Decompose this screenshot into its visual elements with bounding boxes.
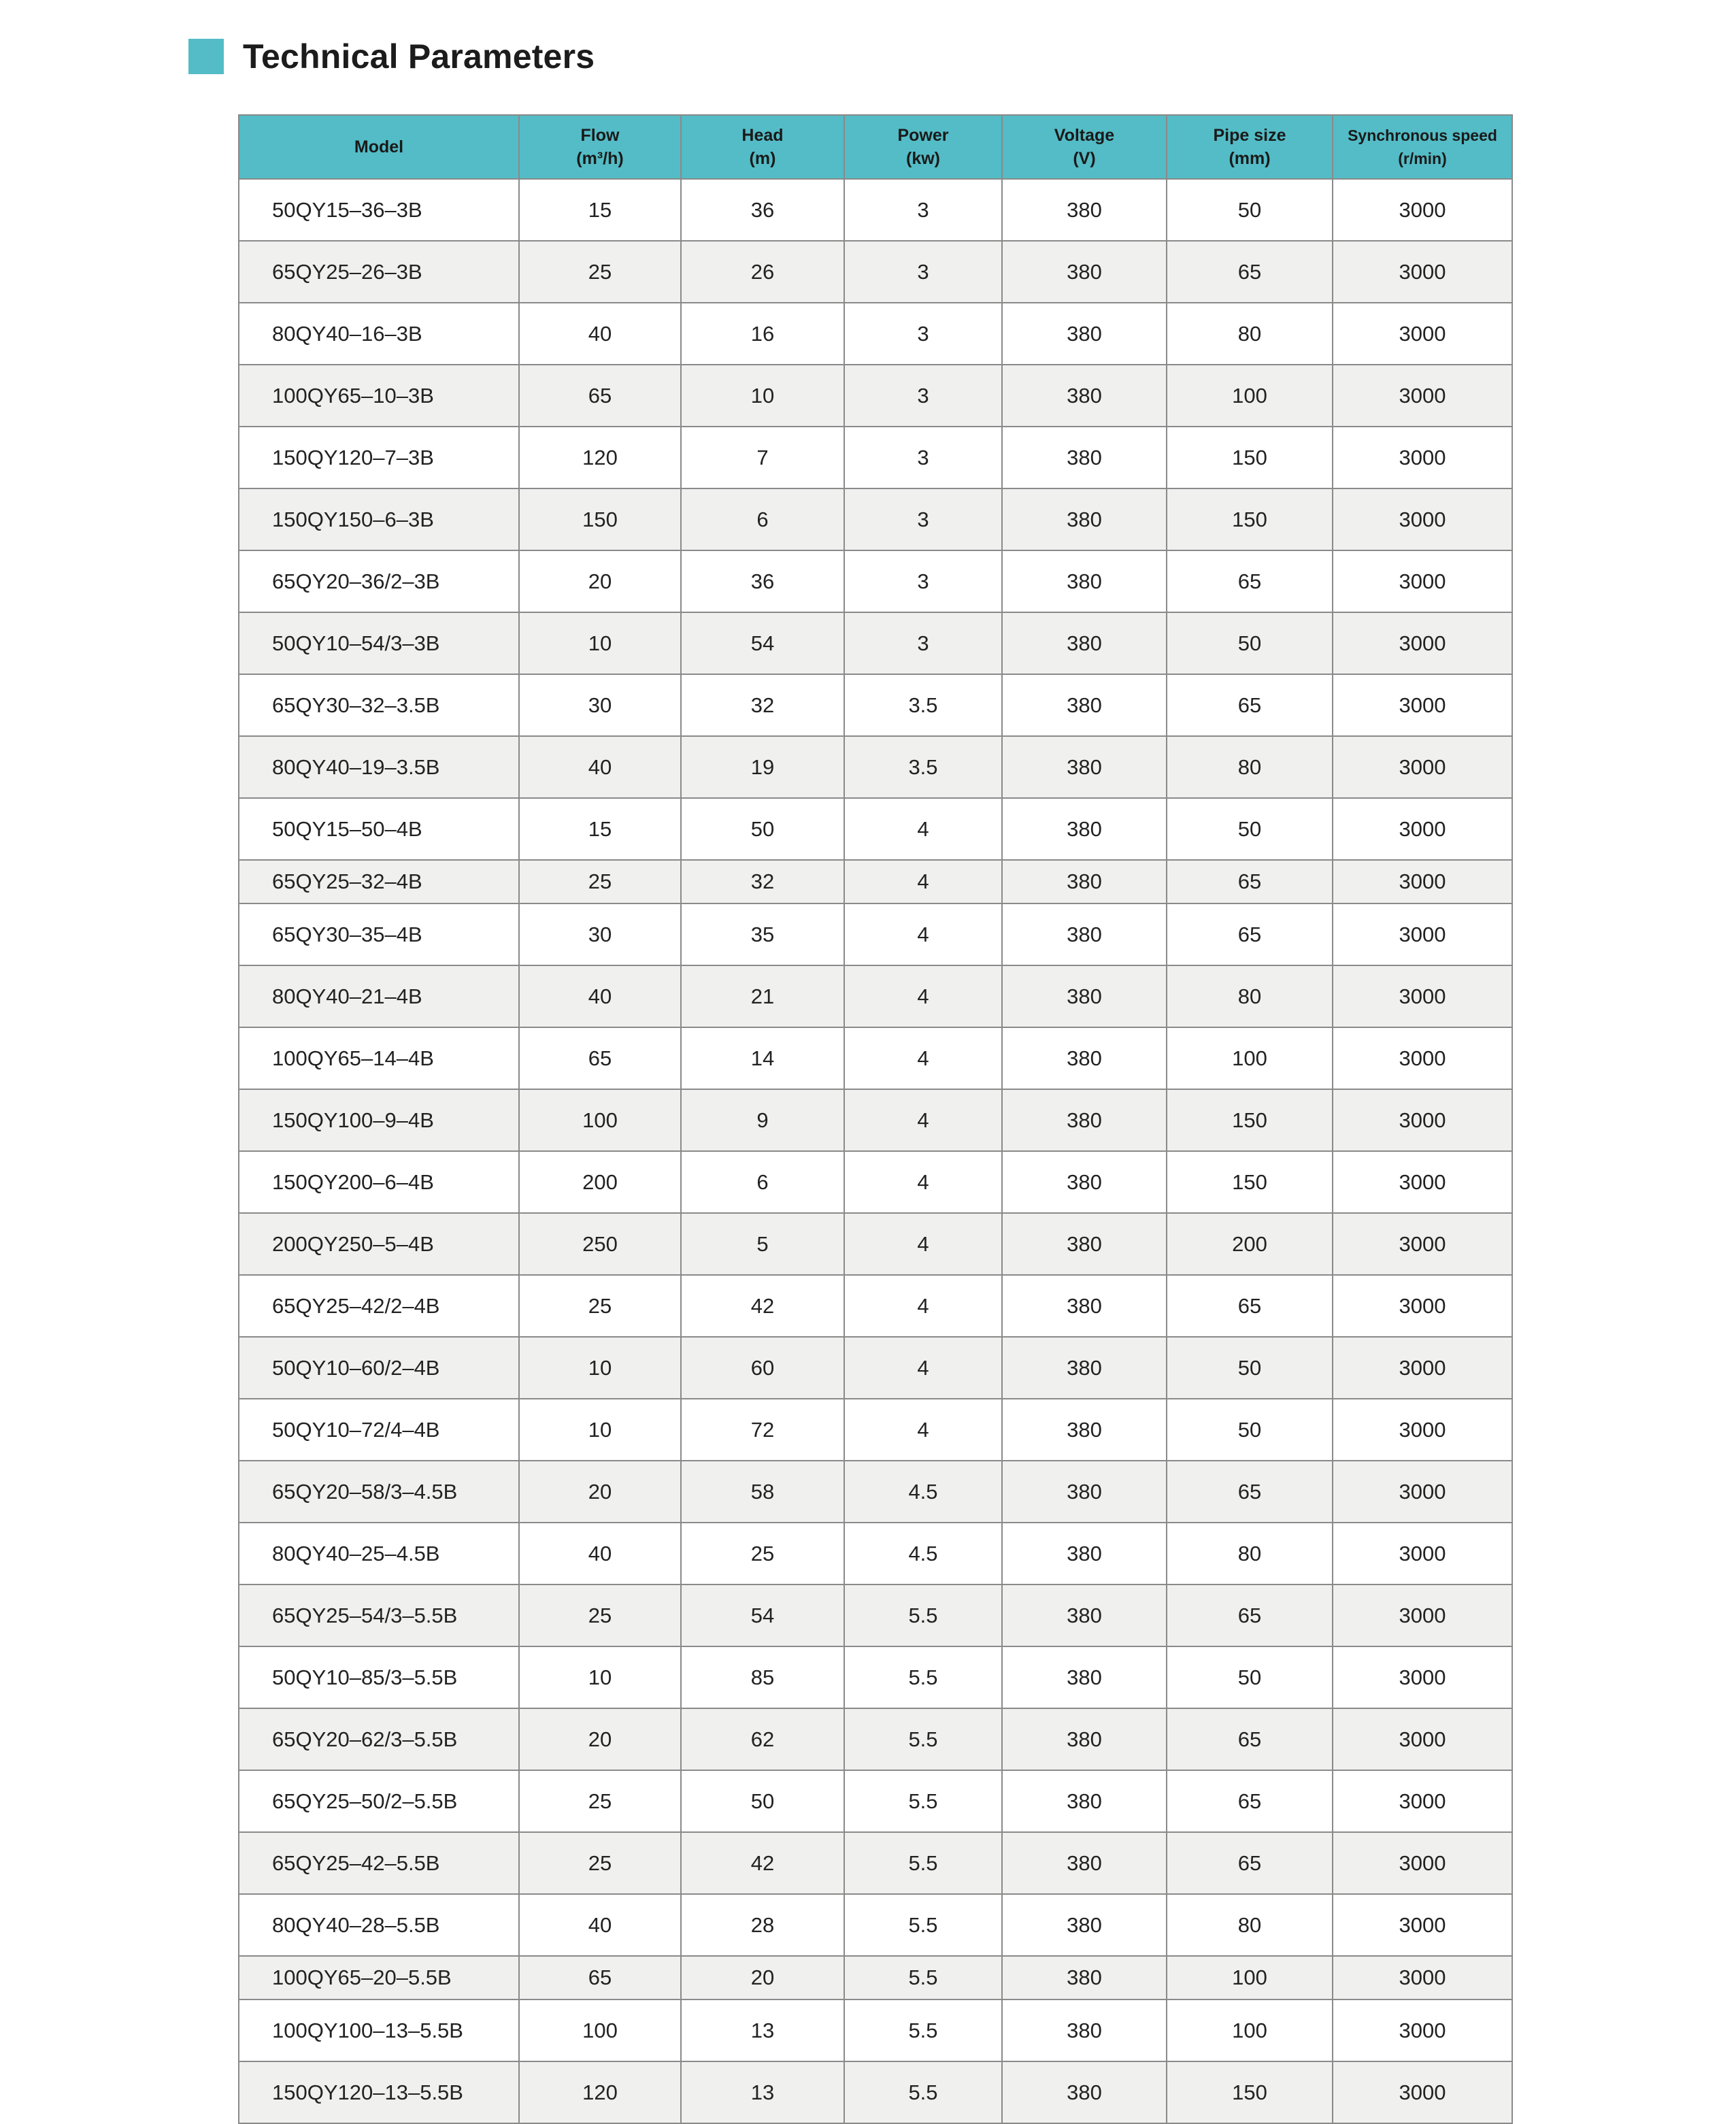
cell-pipe-size: 65: [1167, 1708, 1333, 1770]
section-marker-square: [188, 39, 224, 74]
cell-flow: 40: [519, 1523, 681, 1584]
cell-model: 50QY15–50–4B: [239, 798, 519, 860]
cell-flow: 10: [519, 612, 681, 674]
cell-flow: 10: [519, 1646, 681, 1708]
table-row: [239, 1399, 1512, 1461]
cell-head: 20: [681, 1956, 844, 1999]
table-row: [239, 798, 1512, 860]
cell-pipe-size: 150: [1167, 488, 1333, 550]
cell-model: 150QY120–13–5.5B: [239, 2061, 519, 2123]
cell-head: 58: [681, 1461, 844, 1523]
cell-speed: 3000: [1333, 965, 1512, 1027]
cell-speed: 3000: [1333, 1399, 1512, 1461]
table-row: [239, 1089, 1512, 1151]
cell-pipe-size: 65: [1167, 674, 1333, 736]
column-header-pipe-size: Pipe size (mm): [1167, 115, 1333, 179]
cell-voltage: 380: [1002, 1708, 1167, 1770]
cell-head: 32: [681, 674, 844, 736]
table-row: [239, 241, 1512, 303]
cell-model: 150QY100–9–4B: [239, 1089, 519, 1151]
cell-voltage: 380: [1002, 1999, 1167, 2061]
column-header-voltage: Voltage (V): [1002, 115, 1167, 179]
cell-model: 65QY25–42/2–4B: [239, 1275, 519, 1337]
cell-voltage: 380: [1002, 798, 1167, 860]
cell-flow: 25: [519, 1770, 681, 1832]
table-row: [239, 1894, 1512, 1956]
cell-model: 150QY200–6–4B: [239, 1151, 519, 1213]
cell-power: 4: [844, 1151, 1002, 1213]
cell-voltage: 380: [1002, 612, 1167, 674]
cell-speed: 3000: [1333, 612, 1512, 674]
cell-head: 42: [681, 1832, 844, 1894]
cell-power: 4.5: [844, 1523, 1002, 1584]
cell-model: 65QY25–54/3–5.5B: [239, 1584, 519, 1646]
table-row: [239, 612, 1512, 674]
cell-speed: 3000: [1333, 1027, 1512, 1089]
cell-head: 7: [681, 427, 844, 488]
table-row: [239, 1646, 1512, 1708]
cell-power: 3: [844, 550, 1002, 612]
cell-power: 4: [844, 1213, 1002, 1275]
cell-pipe-size: 100: [1167, 1956, 1333, 1999]
table-row: [239, 1027, 1512, 1089]
cell-model: 50QY10–60/2–4B: [239, 1337, 519, 1399]
cell-model: 50QY15–36–3B: [239, 179, 519, 241]
table-row: [239, 1337, 1512, 1399]
cell-flow: 65: [519, 365, 681, 427]
table-row: [239, 1708, 1512, 1770]
cell-model: 65QY25–32–4B: [239, 860, 519, 903]
table-row: [239, 303, 1512, 365]
cell-power: 3: [844, 488, 1002, 550]
cell-power: 3: [844, 179, 1002, 241]
table-row: [239, 1275, 1512, 1337]
cell-power: 5.5: [844, 2061, 1002, 2123]
cell-speed: 3000: [1333, 1151, 1512, 1213]
cell-voltage: 380: [1002, 2061, 1167, 2123]
cell-speed: 3000: [1333, 488, 1512, 550]
cell-speed: 3000: [1333, 365, 1512, 427]
table-row: [239, 965, 1512, 1027]
cell-pipe-size: 150: [1167, 1151, 1333, 1213]
cell-model: 65QY20–36/2–3B: [239, 550, 519, 612]
cell-model: 80QY40–19–3.5B: [239, 736, 519, 798]
cell-pipe-size: 65: [1167, 241, 1333, 303]
cell-model: 100QY100–13–5.5B: [239, 1999, 519, 2061]
cell-head: 60: [681, 1337, 844, 1399]
cell-speed: 3000: [1333, 1999, 1512, 2061]
cell-voltage: 380: [1002, 736, 1167, 798]
table-row: [239, 365, 1512, 427]
cell-head: 85: [681, 1646, 844, 1708]
cell-power: 5.5: [844, 1894, 1002, 1956]
cell-head: 16: [681, 303, 844, 365]
cell-head: 6: [681, 488, 844, 550]
cell-voltage: 380: [1002, 1832, 1167, 1894]
cell-flow: 25: [519, 1832, 681, 1894]
cell-model: 80QY40–16–3B: [239, 303, 519, 365]
cell-pipe-size: 80: [1167, 965, 1333, 1027]
cell-speed: 3000: [1333, 903, 1512, 965]
cell-power: 4: [844, 965, 1002, 1027]
cell-pipe-size: 150: [1167, 1089, 1333, 1151]
table-row: [239, 903, 1512, 965]
cell-power: 3: [844, 427, 1002, 488]
cell-pipe-size: 50: [1167, 1399, 1333, 1461]
cell-flow: 120: [519, 427, 681, 488]
cell-speed: 3000: [1333, 1461, 1512, 1523]
cell-voltage: 380: [1002, 550, 1167, 612]
cell-model: 100QY65–10–3B: [239, 365, 519, 427]
cell-speed: 3000: [1333, 1523, 1512, 1584]
cell-speed: 3000: [1333, 736, 1512, 798]
cell-flow: 200: [519, 1151, 681, 1213]
cell-flow: 40: [519, 303, 681, 365]
cell-pipe-size: 80: [1167, 303, 1333, 365]
cell-pipe-size: 50: [1167, 1646, 1333, 1708]
cell-flow: 40: [519, 1894, 681, 1956]
cell-pipe-size: 80: [1167, 1894, 1333, 1956]
cell-flow: 25: [519, 1275, 681, 1337]
cell-model: 50QY10–72/4–4B: [239, 1399, 519, 1461]
cell-power: 5.5: [844, 1646, 1002, 1708]
cell-power: 4: [844, 1089, 1002, 1151]
cell-speed: 3000: [1333, 1089, 1512, 1151]
cell-model: 65QY20–62/3–5.5B: [239, 1708, 519, 1770]
column-header-power: Power (kw): [844, 115, 1002, 179]
cell-power: 4: [844, 1027, 1002, 1089]
cell-flow: 15: [519, 798, 681, 860]
cell-pipe-size: 50: [1167, 798, 1333, 860]
cell-flow: 20: [519, 1461, 681, 1523]
cell-power: 4: [844, 1275, 1002, 1337]
cell-power: 3: [844, 365, 1002, 427]
cell-flow: 30: [519, 903, 681, 965]
column-header-model: Model: [239, 115, 519, 179]
cell-model: 100QY65–14–4B: [239, 1027, 519, 1089]
cell-head: 9: [681, 1089, 844, 1151]
page-title: Technical Parameters: [243, 37, 595, 76]
cell-model: 65QY25–42–5.5B: [239, 1832, 519, 1894]
column-header-head: Head (m): [681, 115, 844, 179]
cell-speed: 3000: [1333, 303, 1512, 365]
cell-model: 200QY250–5–4B: [239, 1213, 519, 1275]
cell-speed: 3000: [1333, 1275, 1512, 1337]
table-row: [239, 427, 1512, 488]
cell-power: 3.5: [844, 736, 1002, 798]
cell-flow: 40: [519, 736, 681, 798]
cell-model: 65QY25–50/2–5.5B: [239, 1770, 519, 1832]
cell-speed: 3000: [1333, 1584, 1512, 1646]
cell-head: 35: [681, 903, 844, 965]
cell-speed: 3000: [1333, 550, 1512, 612]
cell-power: 4.5: [844, 1461, 1002, 1523]
cell-speed: 3000: [1333, 1646, 1512, 1708]
cell-pipe-size: 80: [1167, 736, 1333, 798]
cell-model: 80QY40–28–5.5B: [239, 1894, 519, 1956]
cell-power: 5.5: [844, 1584, 1002, 1646]
cell-voltage: 380: [1002, 179, 1167, 241]
cell-pipe-size: 50: [1167, 612, 1333, 674]
cell-voltage: 380: [1002, 1337, 1167, 1399]
cell-flow: 65: [519, 1956, 681, 1999]
cell-head: 72: [681, 1399, 844, 1461]
cell-voltage: 380: [1002, 1523, 1167, 1584]
cell-model: 150QY120–7–3B: [239, 427, 519, 488]
cell-power: 4: [844, 860, 1002, 903]
cell-pipe-size: 200: [1167, 1213, 1333, 1275]
table-body: [239, 179, 1512, 2123]
table-row: [239, 1999, 1512, 2061]
cell-voltage: 380: [1002, 965, 1167, 1027]
cell-model: 65QY30–35–4B: [239, 903, 519, 965]
cell-flow: 25: [519, 860, 681, 903]
cell-pipe-size: 100: [1167, 1999, 1333, 2061]
cell-head: 21: [681, 965, 844, 1027]
cell-voltage: 380: [1002, 365, 1167, 427]
cell-head: 10: [681, 365, 844, 427]
cell-head: 54: [681, 612, 844, 674]
cell-flow: 20: [519, 550, 681, 612]
cell-voltage: 380: [1002, 1894, 1167, 1956]
cell-voltage: 380: [1002, 1089, 1167, 1151]
cell-speed: 3000: [1333, 1770, 1512, 1832]
cell-pipe-size: 50: [1167, 179, 1333, 241]
table-row: [239, 1584, 1512, 1646]
table-row: [239, 736, 1512, 798]
cell-head: 26: [681, 241, 844, 303]
cell-head: 13: [681, 1999, 844, 2061]
cell-flow: 120: [519, 2061, 681, 2123]
cell-head: 14: [681, 1027, 844, 1089]
table-row: [239, 550, 1512, 612]
cell-head: 13: [681, 2061, 844, 2123]
column-header-flow: Flow (m³/h): [519, 115, 681, 179]
cell-power: 4: [844, 798, 1002, 860]
table-row: [239, 1832, 1512, 1894]
cell-head: 36: [681, 550, 844, 612]
cell-head: 62: [681, 1708, 844, 1770]
cell-speed: 3000: [1333, 674, 1512, 736]
table-row: [239, 1956, 1512, 1999]
cell-voltage: 380: [1002, 860, 1167, 903]
cell-voltage: 380: [1002, 1584, 1167, 1646]
cell-pipe-size: 65: [1167, 1584, 1333, 1646]
cell-model: 80QY40–25–4.5B: [239, 1523, 519, 1584]
cell-model: 65QY25–26–3B: [239, 241, 519, 303]
cell-power: 3: [844, 303, 1002, 365]
cell-flow: 25: [519, 1584, 681, 1646]
cell-speed: 3000: [1333, 427, 1512, 488]
column-header-synchronous-speed: Synchronous speed (r/min): [1333, 115, 1512, 179]
cell-speed: 3000: [1333, 1337, 1512, 1399]
cell-voltage: 380: [1002, 427, 1167, 488]
cell-model: 65QY30–32–3.5B: [239, 674, 519, 736]
cell-flow: 40: [519, 965, 681, 1027]
table-row: [239, 1213, 1512, 1275]
cell-voltage: 380: [1002, 1399, 1167, 1461]
cell-head: 50: [681, 798, 844, 860]
cell-power: 4: [844, 1337, 1002, 1399]
cell-speed: 3000: [1333, 241, 1512, 303]
table-row: [239, 860, 1512, 903]
cell-pipe-size: 150: [1167, 2061, 1333, 2123]
cell-pipe-size: 65: [1167, 903, 1333, 965]
cell-speed: 3000: [1333, 860, 1512, 903]
cell-flow: 250: [519, 1213, 681, 1275]
cell-pipe-size: 65: [1167, 860, 1333, 903]
cell-flow: 100: [519, 1089, 681, 1151]
cell-pipe-size: 65: [1167, 1770, 1333, 1832]
cell-head: 19: [681, 736, 844, 798]
cell-model: 100QY65–20–5.5B: [239, 1956, 519, 1999]
cell-head: 25: [681, 1523, 844, 1584]
cell-flow: 30: [519, 674, 681, 736]
cell-flow: 20: [519, 1708, 681, 1770]
cell-flow: 25: [519, 241, 681, 303]
cell-pipe-size: 65: [1167, 1275, 1333, 1337]
section-header: [188, 38, 595, 75]
cell-power: 5.5: [844, 1832, 1002, 1894]
cell-model: 50QY10–85/3–5.5B: [239, 1646, 519, 1708]
cell-head: 5: [681, 1213, 844, 1275]
cell-speed: 3000: [1333, 1894, 1512, 1956]
cell-model: 150QY150–6–3B: [239, 488, 519, 550]
cell-head: 6: [681, 1151, 844, 1213]
table-header-row: [239, 115, 1512, 179]
cell-speed: 3000: [1333, 798, 1512, 860]
cell-speed: 3000: [1333, 1956, 1512, 1999]
cell-voltage: 380: [1002, 1213, 1167, 1275]
cell-voltage: 380: [1002, 1461, 1167, 1523]
table-row: [239, 1523, 1512, 1584]
cell-power: 4: [844, 903, 1002, 965]
cell-speed: 3000: [1333, 1708, 1512, 1770]
cell-voltage: 380: [1002, 488, 1167, 550]
cell-pipe-size: 150: [1167, 427, 1333, 488]
cell-power: 3.5: [844, 674, 1002, 736]
table-row: [239, 2061, 1512, 2123]
cell-voltage: 380: [1002, 903, 1167, 965]
cell-model: 65QY20–58/3–4.5B: [239, 1461, 519, 1523]
cell-voltage: 380: [1002, 674, 1167, 736]
cell-speed: 3000: [1333, 1832, 1512, 1894]
cell-model: 50QY10–54/3–3B: [239, 612, 519, 674]
cell-voltage: 380: [1002, 1770, 1167, 1832]
cell-head: 42: [681, 1275, 844, 1337]
cell-head: 50: [681, 1770, 844, 1832]
cell-voltage: 380: [1002, 1956, 1167, 1999]
cell-voltage: 380: [1002, 1027, 1167, 1089]
technical-parameters-table: [238, 114, 1513, 2124]
table-row: [239, 1770, 1512, 1832]
cell-pipe-size: 65: [1167, 550, 1333, 612]
cell-pipe-size: 50: [1167, 1337, 1333, 1399]
cell-pipe-size: 80: [1167, 1523, 1333, 1584]
table-row: [239, 674, 1512, 736]
cell-power: 3: [844, 241, 1002, 303]
table-row: [239, 179, 1512, 241]
cell-power: 5.5: [844, 1708, 1002, 1770]
cell-power: 5.5: [844, 1956, 1002, 1999]
cell-voltage: 380: [1002, 1646, 1167, 1708]
cell-voltage: 380: [1002, 1151, 1167, 1213]
cell-power: 5.5: [844, 1999, 1002, 2061]
cell-pipe-size: 100: [1167, 1027, 1333, 1089]
cell-voltage: 380: [1002, 1275, 1167, 1337]
cell-power: 5.5: [844, 1770, 1002, 1832]
cell-speed: 3000: [1333, 1213, 1512, 1275]
cell-head: 36: [681, 179, 844, 241]
cell-head: 32: [681, 860, 844, 903]
cell-voltage: 380: [1002, 303, 1167, 365]
cell-model: 80QY40–21–4B: [239, 965, 519, 1027]
cell-flow: 15: [519, 179, 681, 241]
cell-flow: 150: [519, 488, 681, 550]
cell-pipe-size: 65: [1167, 1461, 1333, 1523]
cell-power: 3: [844, 612, 1002, 674]
cell-head: 28: [681, 1894, 844, 1956]
cell-flow: 10: [519, 1399, 681, 1461]
cell-voltage: 380: [1002, 241, 1167, 303]
cell-flow: 65: [519, 1027, 681, 1089]
table-row: [239, 488, 1512, 550]
cell-flow: 10: [519, 1337, 681, 1399]
table-row: [239, 1151, 1512, 1213]
cell-head: 54: [681, 1584, 844, 1646]
cell-speed: 3000: [1333, 179, 1512, 241]
cell-speed: 3000: [1333, 2061, 1512, 2123]
cell-flow: 100: [519, 1999, 681, 2061]
cell-power: 4: [844, 1399, 1002, 1461]
cell-pipe-size: 100: [1167, 365, 1333, 427]
cell-pipe-size: 65: [1167, 1832, 1333, 1894]
table-row: [239, 1461, 1512, 1523]
